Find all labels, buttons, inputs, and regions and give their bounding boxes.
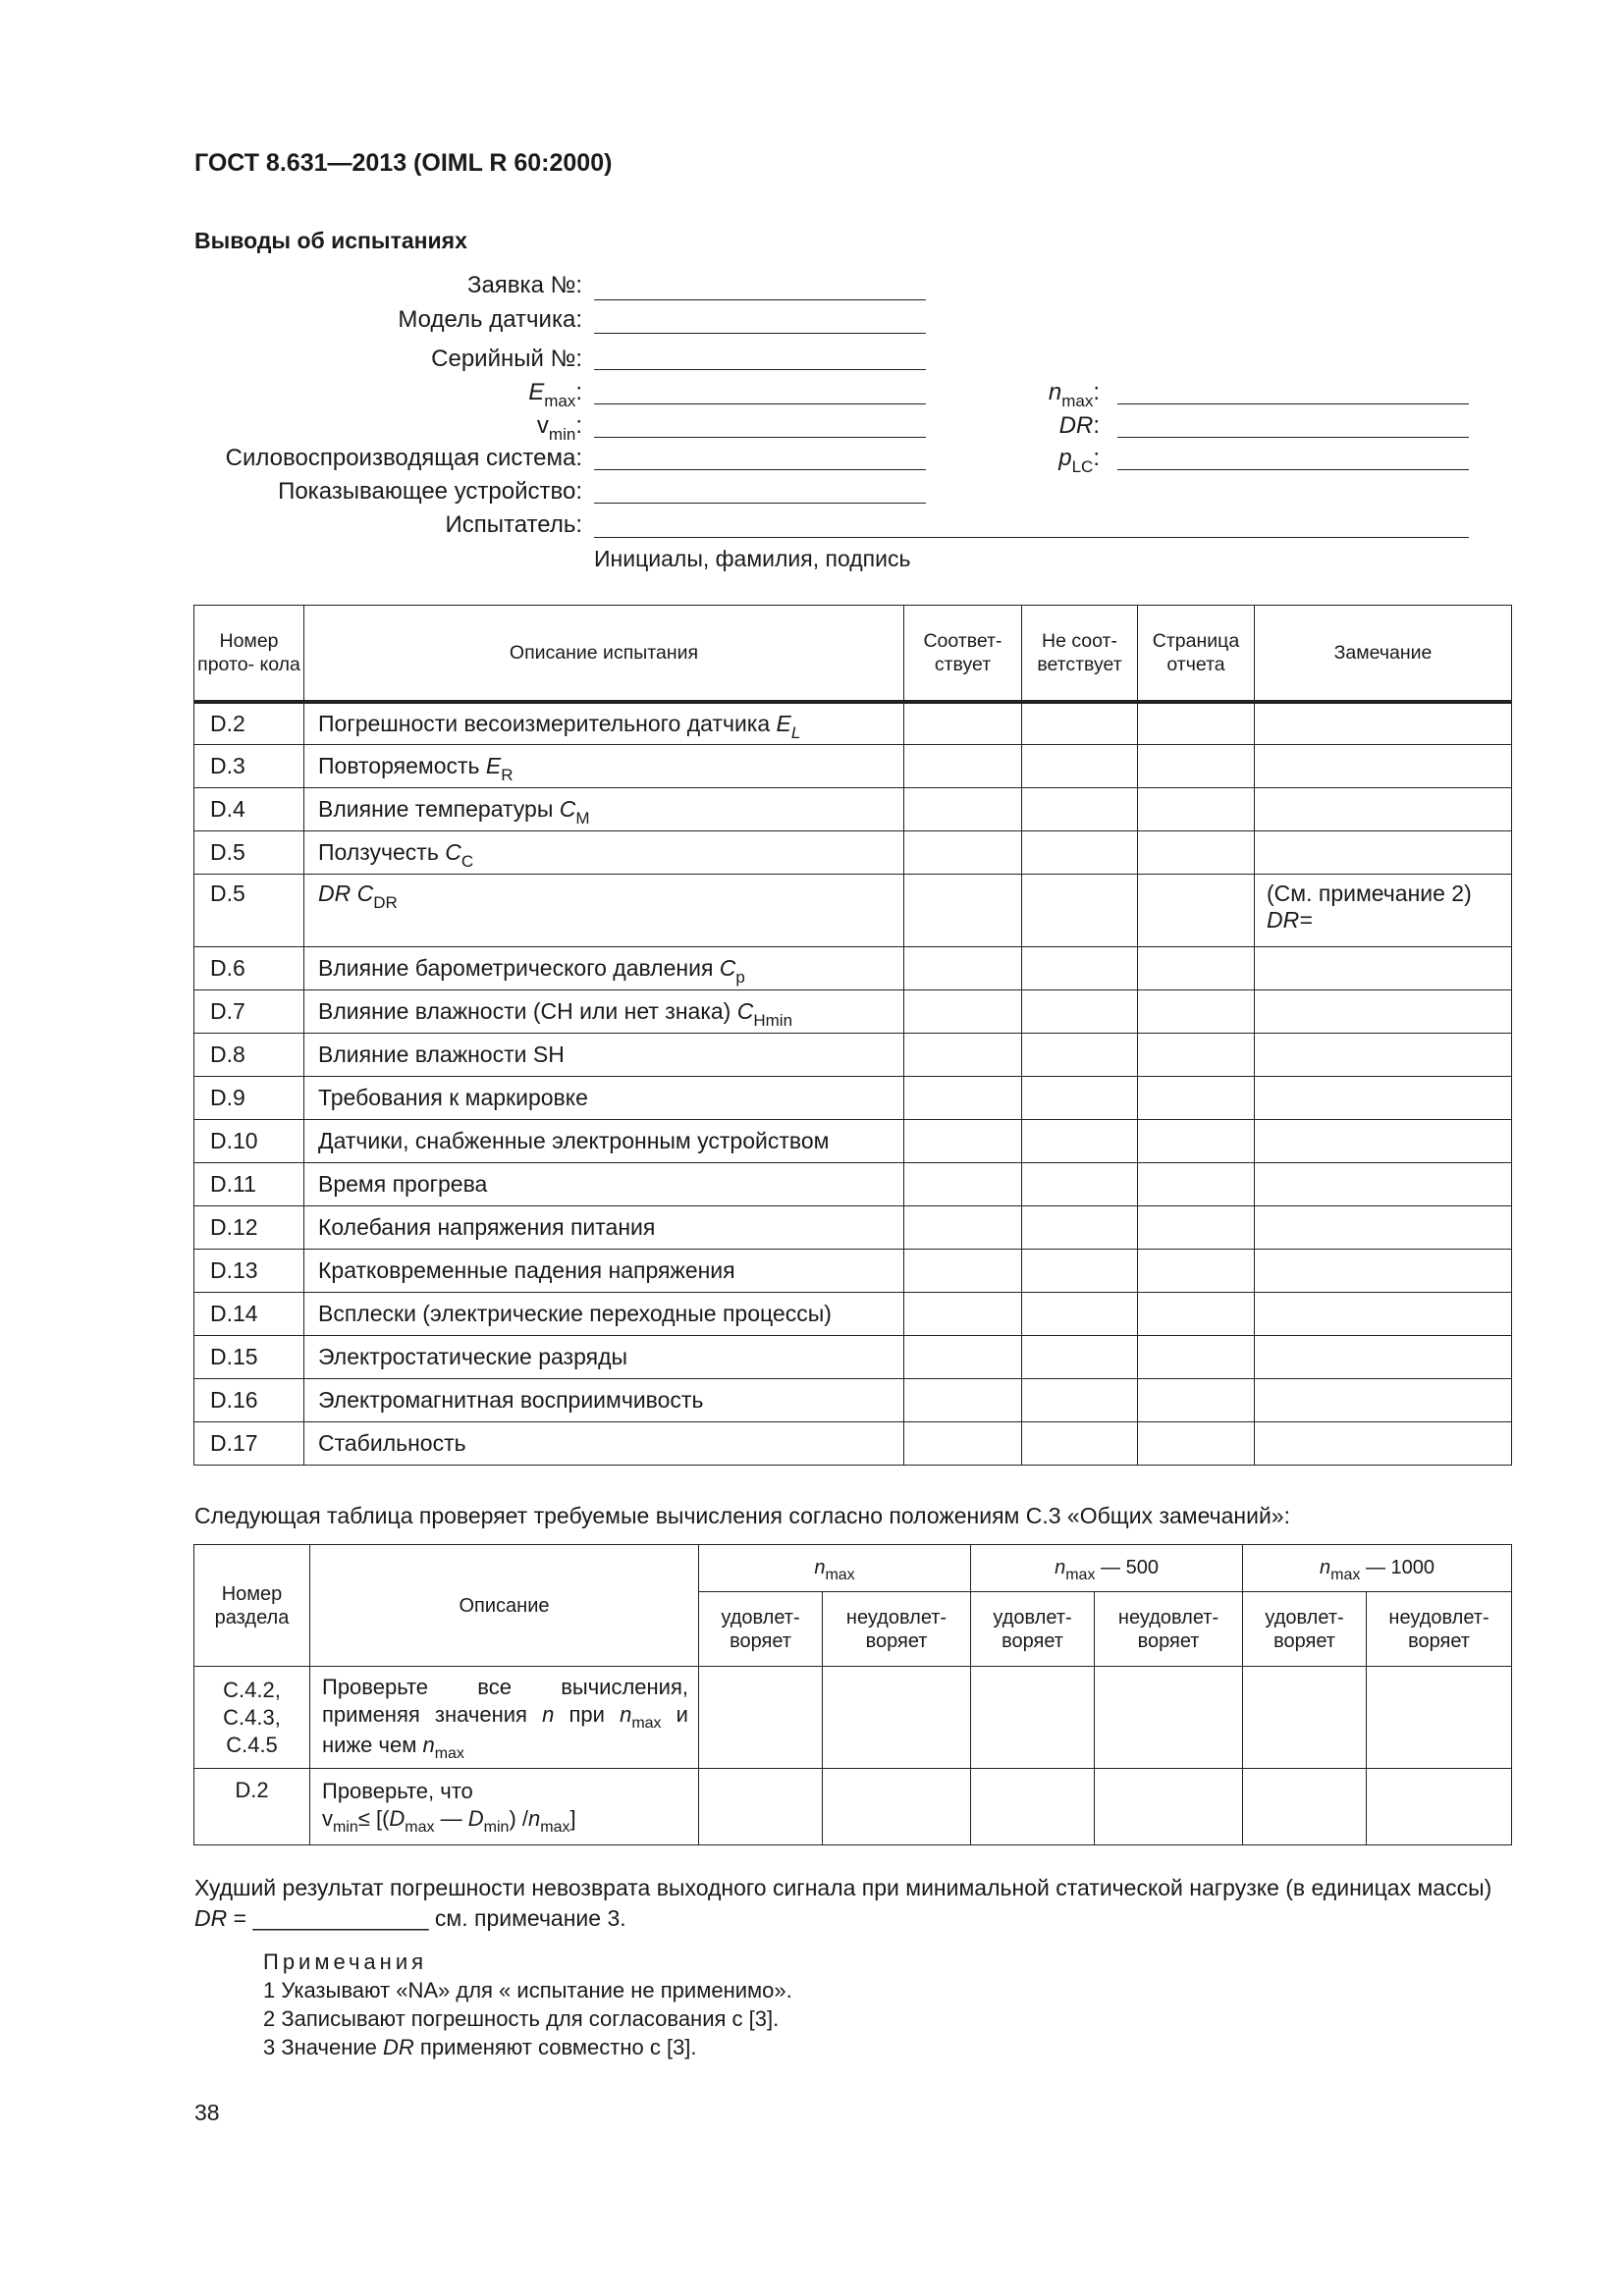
check-cell[interactable] [1367, 1667, 1512, 1769]
pass-cell[interactable] [904, 1250, 1022, 1293]
application-field[interactable] [594, 299, 926, 300]
serial-field[interactable] [594, 369, 926, 370]
protocol-number: D.12 [194, 1206, 304, 1250]
protocol-number: D.8 [194, 1034, 304, 1077]
protocol-number: D.6 [194, 947, 304, 990]
note-1: 1 Указывают «NA» для « испытание не применимо». [263, 1978, 792, 2002]
fail-cell[interactable] [1022, 947, 1138, 990]
pass-cell[interactable] [904, 1163, 1022, 1206]
test-description: Повторяемость $E_R$ [304, 745, 904, 788]
ok-header: удовлет- воряет [699, 1592, 823, 1667]
check-cell[interactable] [1243, 1769, 1367, 1845]
pass-cell[interactable] [904, 947, 1022, 990]
indicator-field[interactable] [594, 503, 926, 504]
tester-label: Испытатель: [445, 511, 582, 538]
page-cell[interactable] [1138, 1422, 1255, 1466]
serial-label: Серийный №: [431, 346, 582, 372]
not-ok-header: неудовлет- воряет [823, 1592, 971, 1667]
fail-cell[interactable] [1022, 745, 1138, 788]
nmax-1000-header: $n_{max}$ — 1000 [1243, 1545, 1512, 1592]
plc-label: $p_{LC}$: [1058, 445, 1100, 476]
protocol-number: D.11 [194, 1163, 304, 1206]
page-cell[interactable] [1138, 1336, 1255, 1379]
remark-cell[interactable] [1255, 702, 1512, 745]
pass-cell[interactable] [904, 1206, 1022, 1250]
dr-field[interactable] [1117, 437, 1469, 438]
test-row [194, 702, 1512, 745]
section-header: Номер раздела [194, 1545, 310, 1667]
check-cell[interactable] [823, 1667, 971, 1769]
fail-cell[interactable] [1022, 875, 1138, 947]
test-results-header [194, 606, 1512, 702]
force-system-field[interactable] [594, 469, 926, 470]
check-cell[interactable] [699, 1769, 823, 1845]
pass-cell[interactable] [904, 1336, 1022, 1379]
plc-field[interactable] [1117, 469, 1469, 470]
pass-cell[interactable] [904, 831, 1022, 875]
test-row [194, 1077, 1512, 1120]
calc-header-row [194, 1545, 1512, 1592]
application-label: Заявка №: [466, 272, 582, 298]
pass-cell[interactable] [904, 875, 1022, 947]
fail-cell[interactable] [1022, 1034, 1138, 1077]
test-description: Требования к маркировке [304, 1077, 904, 1120]
test-row [194, 1250, 1512, 1293]
page-cell[interactable] [1138, 875, 1255, 947]
fail-cell[interactable] [1022, 1250, 1138, 1293]
document-header: ГОСТ 8.631—2013 (OIML R 60:2000) [194, 149, 613, 177]
test-row [194, 1336, 1512, 1379]
test-row [194, 831, 1512, 875]
check-cell[interactable] [971, 1667, 1095, 1769]
calc-row-section: С.4.2, С.4.3, С.4.5 [194, 1667, 310, 1769]
page-cell[interactable] [1138, 947, 1255, 990]
test-description: Ползучесть $C_C$ [304, 831, 904, 875]
fail-header: Не соот- ветствует [1022, 606, 1138, 702]
tester-field[interactable] [594, 537, 1469, 538]
ok-header: удовлет- воряет [971, 1592, 1095, 1667]
test-description: Время прогрева [304, 1163, 904, 1206]
remark-cell[interactable] [1255, 1120, 1512, 1163]
check-cell[interactable] [1243, 1667, 1367, 1769]
test-description: Влияние влажности SH [304, 1034, 904, 1077]
emax-field[interactable] [594, 403, 926, 404]
calc-row-description: Проверьте, что $v_{min}\le [(D_{max}$ — $D_{min}$) $/n_{max}$] [310, 1769, 699, 1845]
test-row [194, 1120, 1512, 1163]
test-description: Колебания напряжения питания [304, 1206, 904, 1250]
calc-description-header: Описание [310, 1545, 699, 1667]
vmin-label: $v_{min}$: [536, 412, 582, 444]
fail-cell[interactable] [1022, 831, 1138, 875]
signature-caption: Инициалы, фамилия, подпись [594, 546, 911, 571]
test-results-table [193, 605, 1512, 1466]
remark-cell[interactable] [1255, 1206, 1512, 1250]
force-system-label: Силовоспроизводящая система: [225, 445, 582, 471]
page-cell[interactable] [1138, 831, 1255, 875]
check-cell[interactable] [699, 1667, 823, 1769]
emax-label: $E_{max}$: [528, 379, 582, 410]
test-row [194, 1379, 1512, 1422]
check-cell[interactable] [823, 1769, 971, 1845]
remark-cell[interactable] [1255, 947, 1512, 990]
test-row [194, 990, 1512, 1034]
test-description: Электромагнитная восприимчивость [304, 1379, 904, 1422]
protocol-number: D.16 [194, 1379, 304, 1422]
fail-cell[interactable] [1022, 1077, 1138, 1120]
fail-cell[interactable] [1022, 1293, 1138, 1336]
nmax-header: $n_{max}$ [699, 1545, 971, 1592]
remark-cell[interactable] [1255, 1077, 1512, 1120]
pass-cell[interactable] [904, 702, 1022, 745]
remark-cell[interactable] [1255, 745, 1512, 788]
protocol-number: D.10 [194, 1120, 304, 1163]
pass-header: Соответ- ствует [904, 606, 1022, 702]
protocol-number: D.4 [194, 788, 304, 831]
calc-row-section: D.2 [194, 1769, 310, 1845]
remark-cell[interactable] [1255, 1422, 1512, 1466]
protocol-number: D.13 [194, 1250, 304, 1293]
not-ok-header: неудовлет- воряет [1095, 1592, 1243, 1667]
fail-cell[interactable] [1022, 1336, 1138, 1379]
model-field[interactable] [594, 333, 926, 334]
fail-cell[interactable] [1022, 1379, 1138, 1422]
test-row [194, 947, 1512, 990]
check-cell[interactable] [1095, 1769, 1243, 1845]
page-cell[interactable] [1138, 1379, 1255, 1422]
page-cell[interactable] [1138, 1293, 1255, 1336]
vmin-field[interactable] [594, 437, 926, 438]
pass-cell[interactable] [904, 745, 1022, 788]
page-cell[interactable] [1138, 1163, 1255, 1206]
remark-cell[interactable] [1255, 1163, 1512, 1206]
test-row [194, 1034, 1512, 1077]
check-cell[interactable] [971, 1769, 1095, 1845]
test-description: Стабильность [304, 1422, 904, 1466]
test-description: Погрешности весоизмерительного датчика $E_L$ [304, 702, 904, 745]
page-cell[interactable] [1138, 745, 1255, 788]
pass-cell[interactable] [904, 990, 1022, 1034]
calc-row [194, 1667, 1512, 1769]
test-row [194, 1422, 1512, 1466]
fail-cell[interactable] [1022, 1163, 1138, 1206]
test-row [194, 788, 1512, 831]
note-2: 2 Записывают погрешность для согласования с [3]. [263, 2006, 780, 2031]
nmax-label: $n_{max}$: [1048, 379, 1100, 410]
test-description: Влияние барометрического давления $C_p$ [304, 947, 904, 990]
pass-cell[interactable] [904, 1120, 1022, 1163]
page-cell[interactable] [1138, 1250, 1255, 1293]
fail-cell[interactable] [1022, 1422, 1138, 1466]
page-cell[interactable] [1138, 1120, 1255, 1163]
note-3: 3 Значение DR применяют совместно с [3]. [263, 2035, 697, 2059]
calculation-intro: Следующая таблица проверяет требуемые вычисления согласно положениям С.3 «Общих замечаний»: [194, 1503, 1290, 1528]
check-cell[interactable] [1095, 1667, 1243, 1769]
check-cell[interactable] [1367, 1769, 1512, 1845]
page-cell[interactable] [1138, 788, 1255, 831]
calculations-table [193, 1544, 1512, 1845]
test-description: Кратковременные падения напряжения [304, 1250, 904, 1293]
section-title: Выводы об испытаниях [194, 228, 467, 253]
fail-cell[interactable] [1022, 788, 1138, 831]
fail-cell[interactable] [1022, 702, 1138, 745]
fail-cell[interactable] [1022, 1120, 1138, 1163]
pass-cell[interactable] [904, 1034, 1022, 1077]
page-cell[interactable] [1138, 702, 1255, 745]
ok-header: удовлет- воряет [1243, 1592, 1367, 1667]
test-description: Влияние влажности (СН или нет знака) $C_{Hmin}$ [304, 990, 904, 1034]
test-description: Датчики, снабженные электронным устройством [304, 1120, 904, 1163]
page-header: Страница отчета [1138, 606, 1255, 702]
calc-row-description: Проверьте все вычисления, применяя значения n при $n_{max}$ и ниже чем $n_{max}$ [310, 1667, 699, 1769]
pass-cell[interactable] [904, 1422, 1022, 1466]
fail-cell[interactable] [1022, 1206, 1138, 1250]
page-cell[interactable] [1138, 990, 1255, 1034]
remark-cell[interactable] [1255, 1379, 1512, 1422]
dr-label: DR: [1058, 412, 1100, 439]
protocol-number: D.3 [194, 745, 304, 788]
test-row [194, 1163, 1512, 1206]
remark-cell[interactable] [1255, 831, 1512, 875]
protocol-number: D.5 [194, 831, 304, 875]
protocol-number: D.17 [194, 1422, 304, 1466]
pass-cell[interactable] [904, 1379, 1022, 1422]
test-row [194, 1206, 1512, 1250]
page-cell[interactable] [1138, 1034, 1255, 1077]
indicator-label: Показывающее устройство: [278, 478, 582, 505]
notes-heading: Примечания [263, 1949, 428, 1974]
pass-cell[interactable] [904, 1293, 1022, 1336]
page-number: 38 [194, 2100, 220, 2125]
not-ok-header: неудовлет- воряет [1367, 1592, 1512, 1667]
protocol-number: D.7 [194, 990, 304, 1034]
remark-cell[interactable] [1255, 1250, 1512, 1293]
page-cell[interactable] [1138, 1077, 1255, 1120]
page-cell[interactable] [1138, 1206, 1255, 1250]
remark-cell[interactable] [1255, 788, 1512, 831]
remark-header: Замечание [1255, 606, 1512, 702]
remark-cell[interactable] [1255, 1293, 1512, 1336]
pass-cell[interactable] [904, 788, 1022, 831]
remark-cell[interactable]: (См. примечание 2) DR= [1255, 875, 1512, 947]
fail-cell[interactable] [1022, 990, 1138, 1034]
remark-cell[interactable] [1255, 1034, 1512, 1077]
worst-result-paragraph: Худший результат погрешности невозврата выходного сигнала при минимальной статической нагрузке (в единицах массы) DR = ______________ см. примечание 3. [194, 1875, 1492, 1931]
test-description: Всплески (электрические переходные процессы) [304, 1293, 904, 1336]
description-header: Описание испытания [304, 606, 904, 702]
calc-row [194, 1769, 1512, 1845]
remark-cell[interactable] [1255, 990, 1512, 1034]
remark-cell[interactable] [1255, 1336, 1512, 1379]
protocol-number: D.2 [194, 702, 304, 745]
protocol-number: D.5 [194, 875, 304, 947]
protocol-header: Номер прото- кола [194, 606, 304, 702]
model-label: Модель датчика: [398, 306, 582, 333]
test-description: Влияние температуры $C_M$ [304, 788, 904, 831]
nmax-field[interactable] [1117, 403, 1469, 404]
pass-cell[interactable] [904, 1077, 1022, 1120]
nmax-500-header: $n_{max}$ — 500 [971, 1545, 1243, 1592]
test-row [194, 875, 1512, 947]
protocol-number: D.15 [194, 1336, 304, 1379]
test-description: DR $C_{DR}$ [304, 875, 904, 947]
test-row [194, 745, 1512, 788]
protocol-number: D.9 [194, 1077, 304, 1120]
test-description: Электростатические разряды [304, 1336, 904, 1379]
protocol-number: D.14 [194, 1293, 304, 1336]
test-row [194, 1293, 1512, 1336]
